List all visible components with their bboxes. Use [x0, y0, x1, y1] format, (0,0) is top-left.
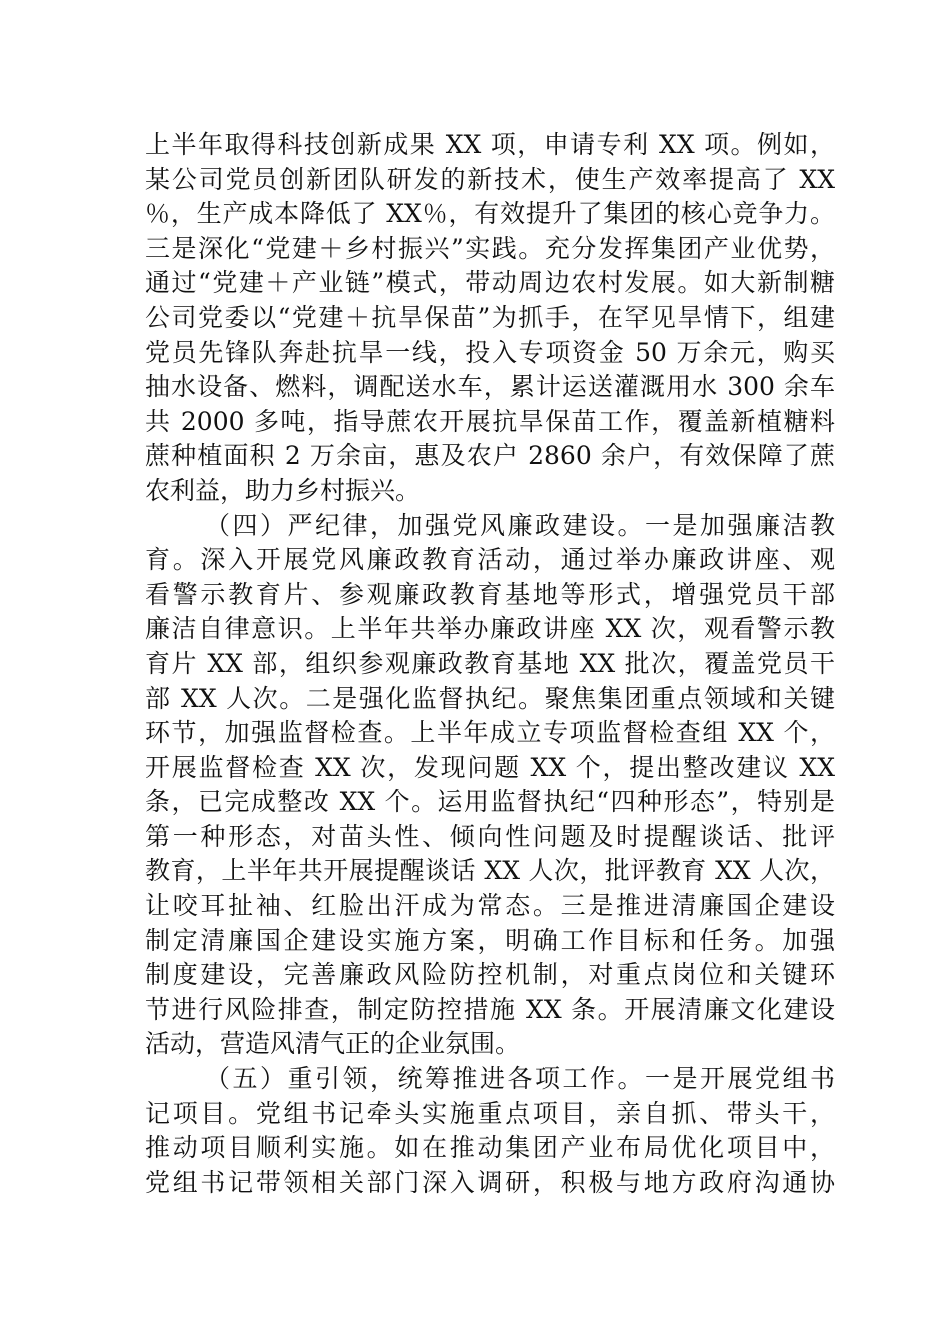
text-line: 让咬耳扯袖、红脸出汗成为常态。三是推进清廉国企建设	[145, 891, 835, 921]
text-line: 蔗种植面积 2 万余亩，惠及农户 2860 余户，有效保障了蔗	[145, 441, 835, 471]
text-line: 节进行风险排查，制定防控措施 XX 条。开展清廉文化建设	[145, 994, 835, 1024]
text-line: 部 XX 人次。二是强化监督执纪。聚焦集团重点领域和关键	[145, 683, 835, 713]
text-line: 记项目。党组书记牵头实施重点项目，亲自抓、带头干，	[145, 1098, 835, 1128]
text-line: 开展监督检查 XX 次，发现问题 XX 个，提出整改建议 XX	[145, 752, 835, 782]
text-line: 环节，加强监督检查。上半年成立专项监督检查组 XX 个，	[145, 718, 835, 748]
text-line: ％，生产成本降低了 XX％，有效提升了集团的核心竞争力。	[145, 199, 835, 229]
text-line: 公司党委以“党建＋抗旱保苗”为抓手，在罕见旱情下，组建	[145, 302, 835, 332]
text-line: 制度建设，完善廉政风险防控机制，对重点岗位和关键环	[145, 960, 835, 990]
text-line: 三是深化“党建＋乡村振兴”实践。充分发挥集团产业优势，	[145, 233, 835, 263]
text-line: 第一种形态，对苗头性、倾向性问题及时提醒谈话、批评	[145, 821, 835, 851]
section-heading-line: （五）重引领，统筹推进各项工作。一是开展党组书	[205, 1064, 835, 1094]
text-line: 教育，上半年共开展提醒谈话 XX 人次，批评教育 XX 人次，	[145, 856, 835, 886]
text-line: 抽水设备、燃料，调配送水车，累计运送灌溉用水 300 余车	[145, 372, 835, 402]
text-line: 制定清廉国企建设实施方案，明确工作目标和任务。加强	[145, 925, 835, 955]
text-line: 某公司党员创新团队研发的新技术，使生产效率提高了 XX	[145, 164, 835, 194]
text-line: 育片 XX 部，组织参观廉政教育基地 XX 批次，覆盖党员干	[145, 648, 835, 678]
document-body	[145, 128, 835, 1200]
text-line: 廉洁自律意识。上半年共举办廉政讲座 XX 次，观看警示教	[145, 614, 835, 644]
text-line: 看警示教育片、参观廉政教育基地等形式，增强党员干部	[145, 579, 835, 609]
text-line: 条，已完成整改 XX 个。运用监督执纪“四种形态”，特别是	[145, 787, 835, 817]
text-line: 上半年取得科技创新成果 XX 项，申请专利 XX 项。例如，	[145, 130, 835, 159]
text-line: 党员先锋队奔赴抗旱一线，投入专项资金 50 万余元，购买	[145, 337, 835, 367]
text-line: 活动，营造风清气正的企业氛围。	[145, 1029, 521, 1059]
text-line: 推动项目顺利实施。如在推动集团产业布局优化项目中，	[145, 1133, 835, 1163]
text-line: 农利益，助力乡村振兴。	[145, 475, 421, 505]
text-line: 通过“党建＋产业链”模式，带动周边农村发展。如大新制糖	[145, 268, 835, 298]
text-line: 共 2000 多吨，指导蔗农开展抗旱保苗工作，覆盖新植糖料	[145, 406, 835, 436]
text-line: 育。深入开展党风廉政教育活动，通过举办廉政讲座、观	[145, 545, 835, 575]
section-heading-line: （四）严纪律，加强党风廉政建设。一是加强廉洁教	[205, 510, 835, 540]
text-line: 党组书记带领相关部门深入调研，积极与地方政府沟通协	[145, 1167, 835, 1197]
